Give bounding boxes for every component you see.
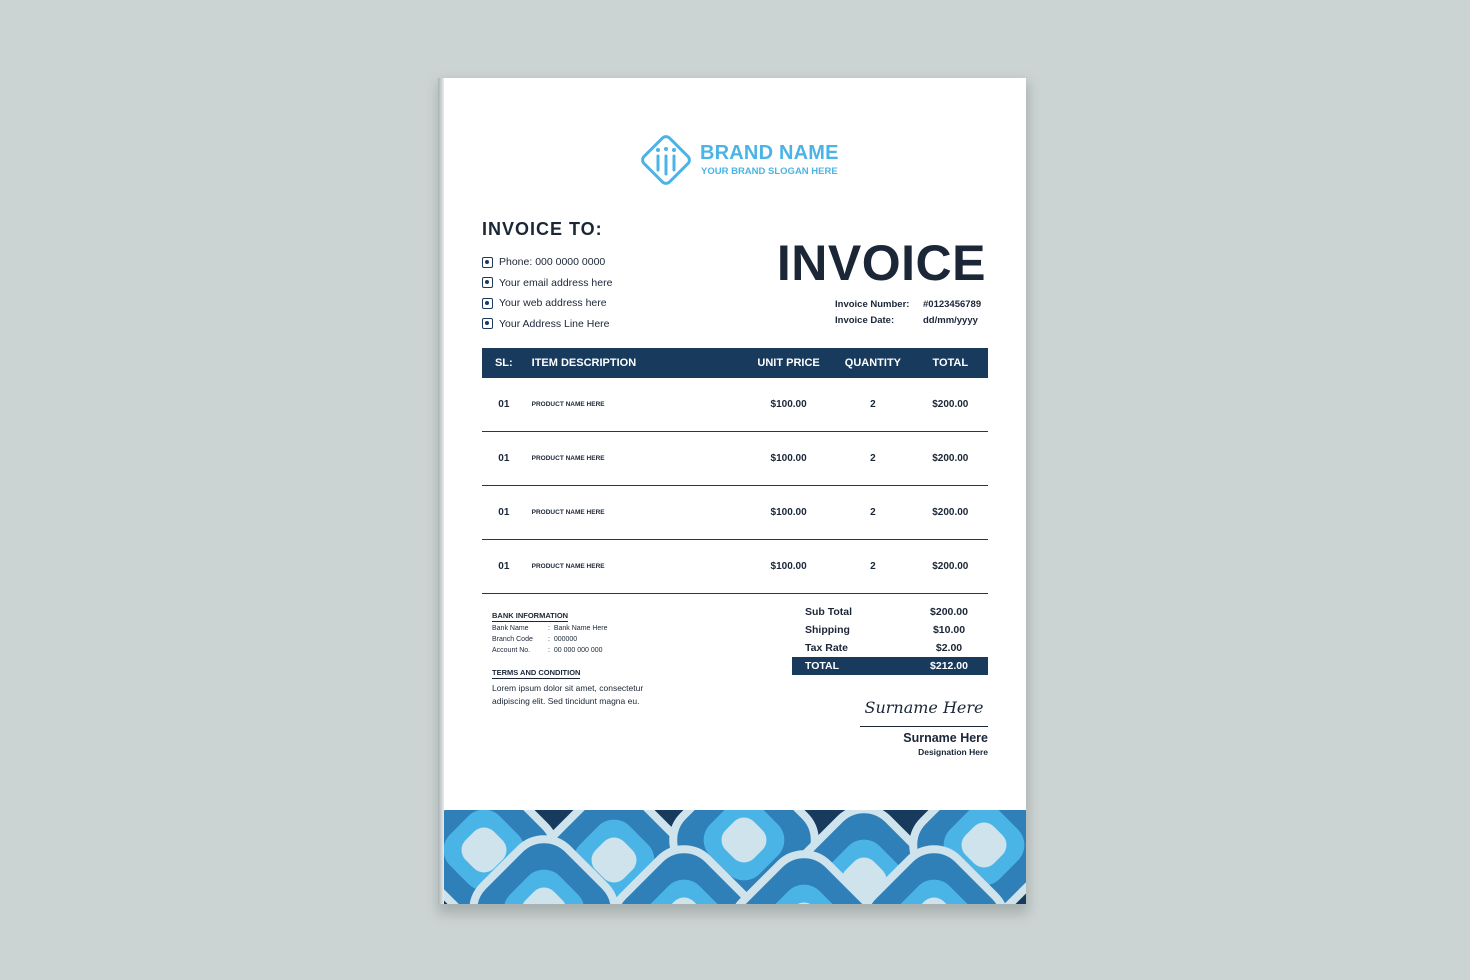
email-icon (482, 277, 493, 288)
contact-list (482, 252, 612, 334)
invoice-number-label: Invoice Number: (835, 298, 910, 310)
terms-heading: TERMS AND CONDITION (492, 668, 581, 677)
row-desc: PRODUCT NAME HERE (531, 455, 605, 462)
subtotal-value: $200.00 (930, 606, 968, 618)
invoice-title: INVOICE (776, 235, 986, 291)
contact-web-text: Your web address here (499, 297, 607, 310)
contact-phone-text: Phone: 000 0000 0000 (499, 256, 606, 269)
shipping-row (792, 621, 988, 639)
row-total: $200.00 (932, 453, 969, 464)
bank-information (492, 605, 608, 658)
row-desc: PRODUCT NAME HERE (531, 563, 605, 570)
signature-block (860, 698, 988, 757)
header-total: TOTAL (932, 357, 969, 369)
totals-block (792, 603, 988, 675)
bank-row (492, 636, 608, 647)
bank-row-value: : 00 000 000 000 (548, 647, 603, 658)
row-sl: 01 (498, 507, 510, 518)
brand-name: BRAND NAME (700, 142, 839, 164)
invoice-date-label: Invoice Date: (835, 314, 895, 326)
diamond-bars-logo-icon (636, 130, 696, 190)
invoice-number-row (835, 296, 981, 312)
invoice-meta (835, 296, 981, 328)
bank-row (492, 625, 608, 636)
total-row (792, 657, 988, 675)
footer-pattern (444, 810, 1026, 904)
header-price: UNIT PRICE (757, 357, 820, 369)
contact-phone (482, 252, 612, 273)
row-sl: 01 (498, 561, 510, 572)
bank-row (492, 647, 608, 658)
brand-logo (636, 130, 846, 190)
total-value: $212.00 (930, 660, 968, 672)
contact-address (482, 314, 612, 335)
row-qty: 2 (870, 453, 876, 464)
shipping-label: Shipping (805, 624, 850, 636)
row-total: $200.00 (932, 399, 969, 410)
invoice-to-heading: INVOICE TO: (482, 219, 603, 239)
bank-row-value: : Bank Name Here (548, 625, 608, 636)
row-total: $200.00 (932, 507, 969, 518)
bank-heading: BANK INFORMATION (492, 611, 569, 620)
row-qty: 2 (870, 399, 876, 410)
terms-text: Lorem ipsum dolor sit amet, consectetur adipiscing elit. Sed tincidunt magna eu. (492, 683, 644, 706)
row-price: $100.00 (770, 453, 807, 464)
signature-designation: Designation Here (918, 747, 988, 757)
tax-label: Tax Rate (805, 642, 848, 654)
bank-row-key: Branch Code (492, 636, 533, 643)
phone-icon (482, 257, 493, 268)
table-row (482, 432, 988, 486)
contact-email-text: Your email address here (499, 276, 613, 289)
shipping-value: $10.00 (932, 624, 966, 636)
subtotal-row (792, 603, 988, 621)
table-header (482, 348, 988, 378)
row-qty: 2 (870, 507, 876, 518)
invoice-date-value: dd/mm/yyyy (923, 314, 978, 326)
tax-row (792, 639, 988, 657)
signature-line (860, 726, 988, 727)
signature-script: Surname Here (864, 698, 984, 717)
terms-section (492, 662, 672, 708)
tax-value: $2.00 (935, 642, 963, 654)
row-price: $100.00 (770, 507, 807, 518)
table-row (482, 486, 988, 540)
row-desc: PRODUCT NAME HERE (531, 401, 605, 408)
row-sl: 01 (498, 399, 510, 410)
invoice-number-value: #0123456789 (923, 298, 982, 310)
invoice-date-row (835, 312, 981, 328)
brand-slogan: YOUR BRAND SLOGAN HERE (701, 166, 838, 177)
items-table (482, 348, 988, 594)
header-desc: ITEM DESCRIPTION (531, 357, 637, 369)
total-label: TOTAL (805, 660, 840, 672)
invoice-page (444, 78, 1026, 904)
bank-row-value: : 000000 (548, 636, 577, 647)
row-price: $100.00 (770, 561, 807, 572)
row-sl: 01 (498, 453, 510, 464)
row-qty: 2 (870, 561, 876, 572)
table-row (482, 378, 988, 432)
web-icon (482, 298, 493, 309)
contact-address-text: Your Address Line Here (499, 317, 610, 330)
subtotal-label: Sub Total (805, 606, 853, 618)
contact-email (482, 273, 612, 294)
row-price: $100.00 (770, 399, 807, 410)
row-desc: PRODUCT NAME HERE (531, 509, 605, 516)
signature-name: Surname Here (903, 731, 988, 745)
table-row (482, 540, 988, 594)
bank-row-key: Account No. (492, 647, 531, 654)
header-sl: SL: (494, 357, 513, 369)
bank-row-key: Bank Name (492, 625, 529, 632)
contact-web (482, 293, 612, 314)
header-qty: QUANTITY (844, 357, 902, 369)
location-icon (482, 318, 493, 329)
row-total: $200.00 (932, 561, 969, 572)
